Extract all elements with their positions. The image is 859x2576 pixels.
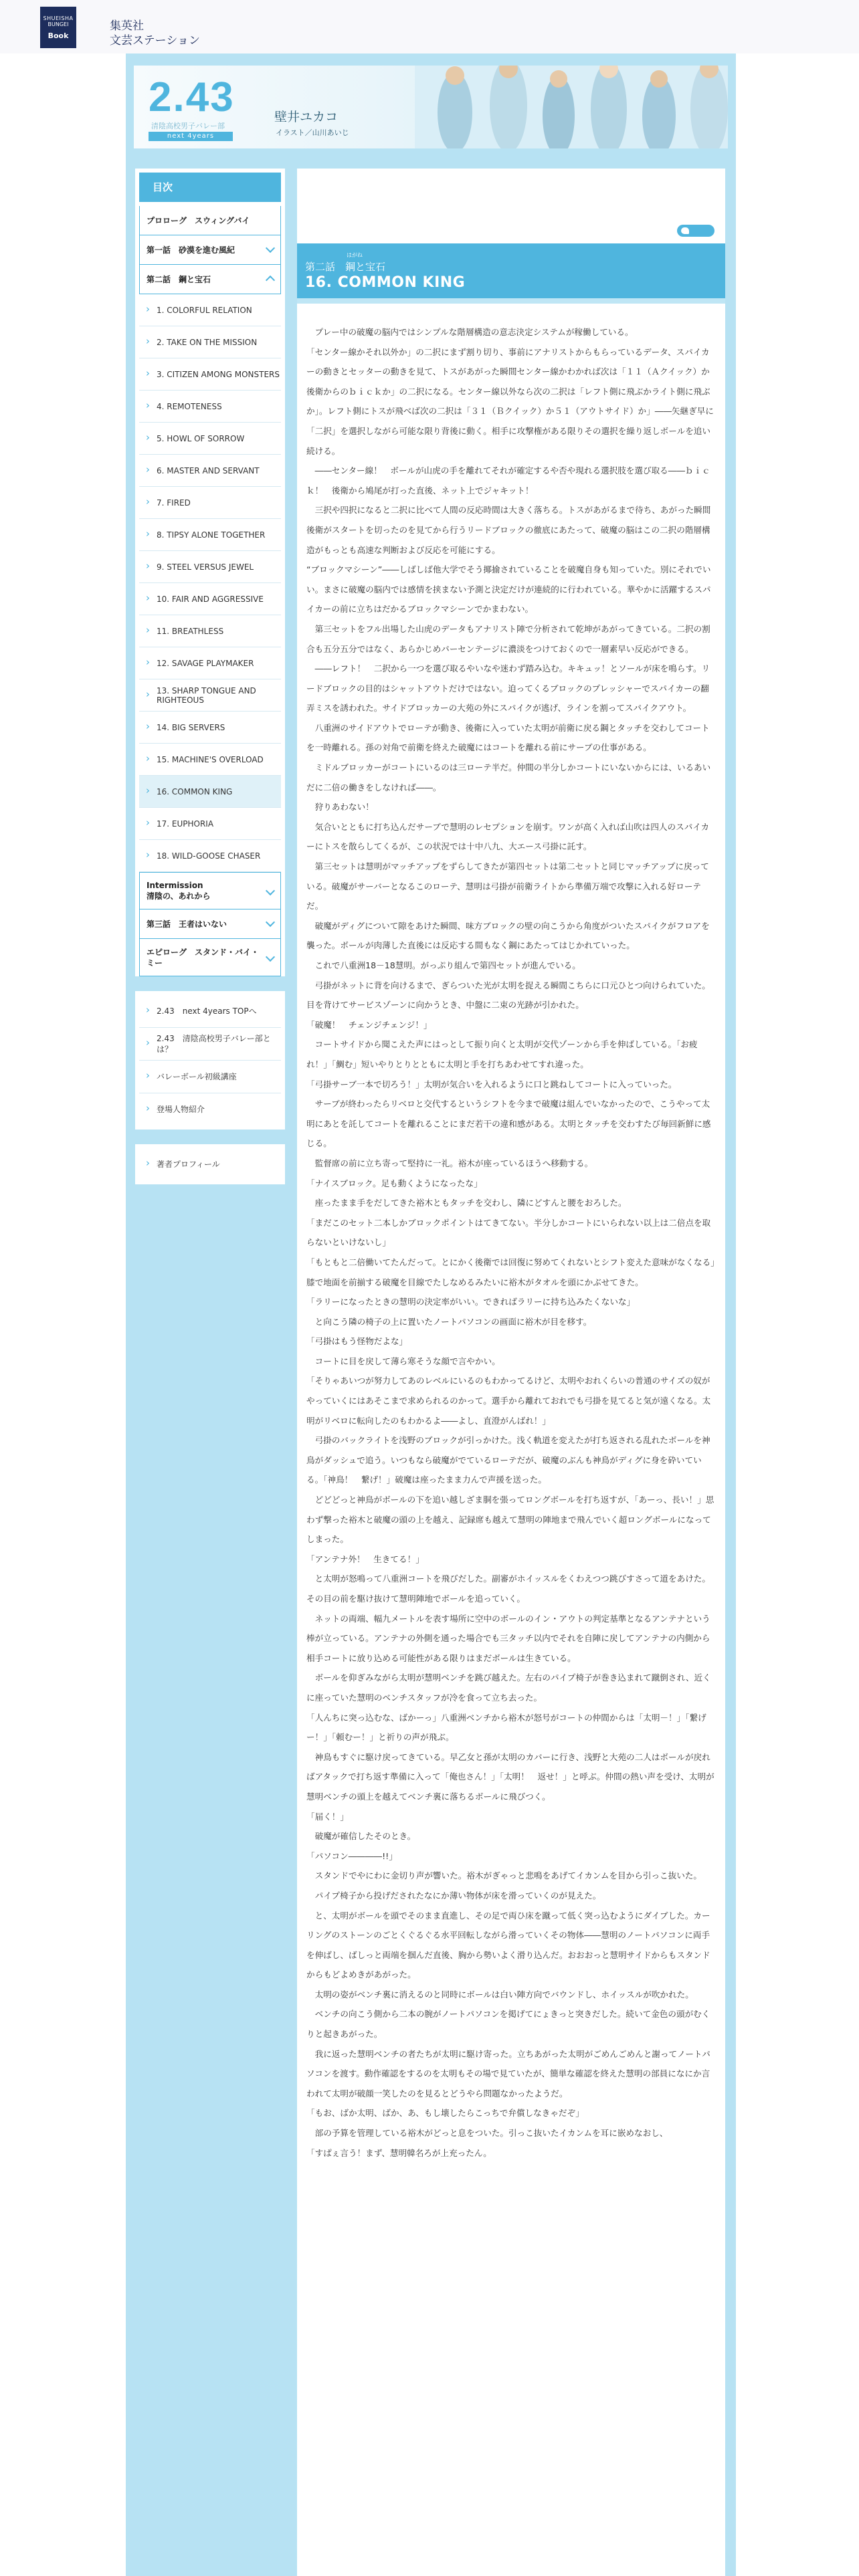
toc-chapter-current[interactable]: › 16. COMMON KING — [139, 776, 281, 808]
story-paragraph: プレー中の破魔の脳内ではシンプルな階層構造の意志決定システムが稼働している。 — [314, 327, 634, 337]
story-paragraph: “ブロックマシーン”――しばしば他大学でそう揶揄されていることを破魔自身も知っていた。別にそれでいい。まさに破魔の脳内では感情を挟まない予測と決定だけが連続的に行われている。華やかに活躍するスパイカーの前に立ちはだかるブロックマシーンでかまわない。 — [306, 564, 711, 615]
series-banner[interactable] — [134, 66, 728, 148]
series-logo: 2.43 — [149, 74, 235, 120]
story-paragraph: 狩りあわない！ — [314, 802, 374, 813]
toc-chapter[interactable]: › 14. BIG SERVERS — [139, 712, 281, 744]
toc-heading: 目次 — [135, 169, 285, 206]
story-paragraph: 破魔がディグについて隙をあけた瞬間、味方ブロックの壁の向こうから角度がついたスパイクがフロアを襲った。ボールが肉薄した直後には反応する間もなく鋼にあたってはじかれていった。 — [306, 920, 710, 951]
link-top[interactable]: › 2.43 next 4years TOPへ — [139, 995, 281, 1028]
story-paragraph: 「すぱぇ言う！まず、慧明韓名ろが上充ったん。 — [306, 2147, 492, 2158]
story-paragraph: コートサイドから聞こえた声にはっとして振り向くと太明が交代ゾーンから手を伸ばしている。「お疲れ！」「鯛む」短いやりとりとともに太明と手を打ちあわせてすれ違った。 — [306, 1039, 698, 1069]
toc-chapter[interactable]: › 17. EUPHORIA — [139, 808, 281, 840]
bird-icon — [681, 227, 689, 234]
chevron-up-icon — [266, 276, 275, 285]
story-paragraph: 部の予算を管理している裕木がどっと息をついた。引っこ抜いたイカンムを耳に嵌めなおし、 — [314, 2128, 668, 2139]
toc-chapter[interactable]: › 8. TIPSY ALONE TOGETHER — [139, 519, 281, 551]
story-paragraph: 太明の姿がベンチ裏に消えるのと同時にボールは白い陣方向でバウンドし、ホイッスルが吹かれた。 — [314, 1989, 694, 2000]
related-links — [135, 991, 285, 1130]
story-paragraph: 「アンテナ外！ 生きてる！」 — [306, 1553, 424, 1564]
header-strip — [297, 298, 725, 304]
story-paragraph: 神鳥もすぐに駆け戻ってきている。早乙女と孫が太明のカバーに行き、浅野と大苑の二人はボールが戻ればアタックで打ち返す準備に入って「俺也さん！」「太明！ 返せ！」と呼ぶ。仲間の熱い声を受け、太明が慧明ベンチの頭上を越えてベンチ裏に落ちるボールに飛びつく。 — [306, 1751, 714, 1802]
story-paragraph: ――センター線！ ボールが山虎の手を離れてそれが確定するや否や現れる選択肢を選び取る――ｂｉｃｋ！ 後衛から鳩尾が打った直後、ネット上でジャキット！ — [306, 465, 710, 496]
story-paragraph: 「人んちに突っ込むな、ばかーっ」八重洲ベンチから裕木が怒号がコートの仲間からは「太明－！」「繋げー！」「頼むー！」と祈りの声が飛ぶ。 — [306, 1712, 706, 1743]
toc-chapter[interactable]: › 3. CITIZEN AMONG MONSTERS — [139, 358, 281, 391]
story-paragraph: ミドルブロッカーがコートにいるのは三ローテ半だ。仲間の半分しかコートにいないからには、いるあいだに二倍の働きをしなければ――。 — [306, 762, 711, 792]
story-paragraph: 我に返った慧明ベンチの者たちが太明に駆け寄った。立ちあがった太明がごめんごめんと謝ってノートパソコンを渡す。動作確認をするのを太明もその場で見ていたが、簡単な確認を終えた慧明の部員になにか言われて太明が破顔一笑したのを見るとどうやら問題なかったようだ。 — [306, 2048, 710, 2099]
story-paragraph: 第三セットをフル出場した山虎のデータもアナリスト陣で分析されて乾坤があがってきている。二択の割合も五分五分ではなく、あらかじめパーセンテージに濃淡をつけておくので一層素早い反応ができる。 — [306, 623, 710, 654]
story-paragraph: 弓掛がネットに背を向けるまで、ぎらついた光が太明を捉える瞬間こちらに口元ひとつ向けられていた。目を背けてサービスゾーンに向かうとき、中盤に二束の光跡が引かれた。 — [306, 980, 710, 1010]
story-paragraph: 監督席の前に立ち寄って堅持に一礼。裕木が座っているほうへ移動する。 — [314, 1158, 593, 1168]
story-paragraph: 「弓掛サーブ一本で切ろう！」太明が気合いを入れるように口と跳ねしてコートに入っていった。 — [306, 1079, 677, 1089]
toc-chapter[interactable]: › 12. SAVAGE PLAYMAKER — [139, 647, 281, 679]
story-paragraph: ――レフト！ 二択から一つを選び取るやいなや迷わず踏み込む。キキュッ！とソールが床を鳴らす。リードブロックの目的はシャットアウトだけではない。迫ってくるブロックのプレッシャーでスパイカーの翻弄ミスを誘われた。サイドブロッカーの大苑の外にスパイクが逃げ、ラインを割ってスパイクアウト。 — [306, 663, 710, 714]
series-ribbon: next 4years — [149, 132, 233, 141]
toc-chapter[interactable]: › 4. REMOTENESS — [139, 391, 281, 423]
toc-section-episode-3[interactable]: 第三話 王者はいない — [139, 909, 281, 939]
illustrator-name: イラスト／山川あいじ — [276, 128, 349, 137]
author-name: 壁井ユカコ — [274, 110, 339, 124]
story-paragraph: 「弓掛はもう怪物だよな」 — [306, 1336, 408, 1347]
story-paragraph: コートに目を戻して薄ら寒そうな顔で言やかい。 — [314, 1356, 500, 1366]
story-paragraph: 「センター線かそれ以外か」の二択にまず割り切り、事前にアナリストからもらっているデータ、スパイカーの動きとセッターの動きを見て、トスがあがった瞬間センター線かわかれば次は「１１（Ａクイック）か後衛からのｂｉｃｋか」の二択になる。センター線以外なら次の二択は「レフト側に飛ぶかライト側に飛ぶか」。レフト側にトスが飛べば次の二択は「３１（Ｂクイック）か５１（アウトサイド）か」――矢継ぎ早に「二択」を選択しながら可能な限り背後に動く。相手に攻撃権がある限りその選択を繰り返しボールを追い続ける。 — [306, 346, 714, 456]
toc-chapter[interactable]: › 2. TAKE ON THE MISSION — [139, 326, 281, 358]
top-bar — [0, 0, 859, 53]
story-paragraph: 八重洲のサイドアウトでローテが動き、後衛に入っていた太明が前衛に戻る鋼とタッチを交わしてコートを一時離れる。孫の対角で前衛を終えた破魔にはコートを離れる前にサーブの仕事がある。 — [306, 722, 710, 753]
chevron-down-icon — [266, 952, 275, 962]
chapter-title: 16. COMMON KING — [305, 274, 466, 291]
story-text — [306, 322, 716, 2163]
story-paragraph: 「ナイスブロック。足も動くようになったな」 — [306, 1178, 482, 1188]
story-paragraph: 「もお、ばか太明、ばか、あ、もし壊したらこっちで弁償しなきゃだぞ」 — [306, 2108, 584, 2119]
sidebar — [135, 169, 285, 1184]
author-links — [135, 1144, 285, 1184]
toc-section-intermission[interactable]: Intermission 清陰の、あれから — [139, 872, 281, 909]
toc-chapter[interactable]: › 6. MASTER AND SERVANT — [139, 455, 281, 487]
toc-chapter[interactable]: › 15. MACHINE'S OVERLOAD — [139, 744, 281, 776]
story-paragraph: 「パソコン――――!!」 — [306, 1850, 397, 1861]
chapter-ruby: はがね — [347, 252, 363, 258]
toc-chapter[interactable]: › 10. FAIR AND AGGRESSIVE — [139, 583, 281, 615]
toc-section-prologue[interactable]: プロローグ スウィングバイ — [139, 206, 281, 235]
story-paragraph: 三択や四択になると二択に比べて人間の反応時間は大きく落ちる。トスがあがるまで待ち、あがった瞬間後衛がスタートを切ったのを見てから行うリードブロックの徹底にあたって、破魔の脳はこの二択の階層構造がもっとも高速な判断および反応を可能にする。 — [306, 505, 711, 555]
story-paragraph: サーブが終わったらリベロと交代するというシフトを今まで破魔は組んでいなかったので、こうやって太明にあとを託してコートを離れることにまだ若干の違和感がある。太明とタッチを交わすたび毎回新鮮に感じる。 — [306, 1099, 711, 1149]
toc-section-episode-2[interactable]: 第二話 鋼と宝石 — [139, 265, 281, 294]
page-stage — [126, 53, 736, 2576]
story-paragraph: 第三セットは慧明がマッチアップをずらしてきたが第四セットは第二セットと同じマッチアップに戻っている。破魔がサーバーとなるこのローテ、慧明は弓掛が前衛ライトから準備万端で攻撃に入れる好ローテだ。 — [306, 861, 709, 911]
link-about[interactable]: › 2.43 清陰高校男子バレー部とは？ — [139, 1028, 281, 1061]
toc-chapter[interactable]: › 9. STEEL VERSUS JEWEL — [139, 551, 281, 583]
toc-chapter[interactable]: › 5. HOWL OF SORROW — [139, 423, 281, 455]
story-paragraph: と太明が怒鳴って八重洲コートを飛びだした。副審がホイッスルをくわえつつ跳びすさって道をあけた。その目の前を駆け抜けて慧明陣地でボールを追っていく。 — [306, 1574, 710, 1604]
story-paragraph: 破魔が確信したそのとき。 — [314, 1831, 416, 1842]
story-paragraph: 「もともと二倍働いてたんだって。とにかく後衛では回復に努めてくれないとシフト変えた意味がなくなる」膝で地面を前揃する破魔を目線でたしなめるみたいに裕木がタオルを頭にかぶせてきた。 — [306, 1257, 715, 1287]
story-paragraph: 「ラリーになったときの慧明の決定率がいい。できればラリーに持ち込みたくないな」 — [306, 1297, 636, 1307]
story-paragraph: 弓掛のバックライトを浅野のブロックが引っかけた。浅く軌道を変えたが打ち返される乱れたボールを神鳥がダッシュで追う。いつもなら破魔がでているローテだが、破魔のぶんも神鳥がディグに身を砕いている。「神鳥！ 繋げ！」破魔は座ったまま力んで声援を送った。 — [306, 1435, 710, 1485]
story-paragraph: 「破魔！ チェンジチェンジ！」 — [306, 1019, 432, 1030]
story-paragraph: 座ったまま手をだしてきた裕木ともタッチを交わし、隣にどすんと腰をおろした。 — [314, 1198, 627, 1208]
toc-chapter[interactable]: › 7. FIRED — [139, 487, 281, 519]
toc-chapter[interactable]: › 18. WILD-GOOSE CHASER — [139, 840, 281, 872]
story-paragraph: 「そりゃあいつが努力してあのレベルにいるのもわかってるけど、太明やおれくらいの普通のサイズの奴がやっていくにはあそこまで求められるのかって。選手から離れておれでも弓掛を見てると気が遠くなる。太明がリベロに転向したのもわかるよ――よし、直澄がんばれ！」 — [306, 1376, 711, 1426]
story-paragraph: スタンドでやにわに金切り声が響いた。裕木がぎゃっと悲鳴をあげてイカンムを目から引っこ抜いた。 — [314, 1870, 702, 1881]
story-paragraph: 「届く！」 — [306, 1811, 349, 1822]
story-paragraph: と、太明がボールを頭でそのまま直進し、その足で両ひ床を蹴って低く突っ込むようにダイブした。カーリングのストーンのごとくぐるぐる水平回転しながら滑っていくその物体――慧明のノートパソコンに両手を伸ばし、ばしっと両端を掴んだ直後、胸から勢いよく滑り込んだ。おおおっと慧明サイドからもスタンドからもどよめきがあがった。 — [306, 1910, 710, 1980]
chevron-down-icon — [266, 918, 275, 927]
story-paragraph: どどどっと神鳥がボールの下を追い越しざま胴を張ってロングボールを打ち返すが、「あーっ、長い！」思わず撃った裕木と破魔の頭の上を越え、記録席も越えて慧明の陣地まで飛んでいく超ロングボールになってしまった。 — [306, 1495, 714, 1545]
toc-section-episode-1[interactable]: 第一話 砂漠を進む風紀 — [139, 235, 281, 265]
story-paragraph: 気合いとともに打ち込んだサーブで慧明のレセプションを崩す。ワンが高く入れば山吹は四人のスパイカーにトスを散らしてくるが、この状況では十中八九、大エース弓掛に託す。 — [306, 821, 710, 852]
story-paragraph: これで八重洲18－18慧明。がっぷり組んで第四セットが進んでいる。 — [314, 960, 581, 970]
publisher-logo[interactable]: SHUEISHA BUNGEI Book — [40, 7, 76, 48]
main-content — [297, 169, 725, 2576]
toc-chapter[interactable]: › 13. SHARP TONGUE AND RIGHTEOUS — [139, 679, 281, 712]
story-paragraph: ベンチの向こう側から二本の腕がノートパソコンを掲げてにょきっと突きだした。続いて金色の頭がむくりと起きあがった。 — [306, 2009, 710, 2040]
link-volleyball-basics[interactable]: › バレーボール初級講座 — [139, 1061, 281, 1093]
link-characters[interactable]: › 登場人物紹介 — [139, 1093, 281, 1125]
toc-chapter[interactable]: › 1. COLORFUL RELATION — [139, 294, 281, 326]
site-title[interactable]: 集英社 文芸ステーション — [110, 19, 200, 47]
story-paragraph: と向こう隣の椅子の上に置いたノートパソコンの画面に裕木が目を移す。 — [314, 1316, 592, 1327]
story-paragraph: 「まだこのセット二本しかブロックポイントはてきてない。半分しかコートにいられない以上は二倍点を取らないといけないし」 — [306, 1217, 711, 1248]
link-author-profile[interactable]: › 著者プロフィール — [139, 1148, 281, 1180]
table-of-contents — [135, 206, 285, 976]
story-paragraph: ボールを仰ぎみながら太明が慧明ベンチを跳び越えた。左右のパイプ椅子が巻き込まれて蹴倒され、近くに座っていた慧明のベンチスタッフが冷を食って立ち去った。 — [306, 1673, 711, 1703]
chevron-down-icon — [266, 243, 275, 253]
twitter-share-button[interactable] — [677, 225, 714, 237]
chapter-header — [297, 243, 725, 304]
story-paragraph: ネットの両端、幅九メートルを表す場所に空中のボールのイン・アウトの判定基準となるアンテナという棒が立っている。アンテナの外側を通った場合でも三タッチ以内でそれを自陣に戻してアンテナの内側から相手コートに放り込める可能性がある限りはまだボールは生きている。 — [306, 1613, 710, 1663]
banner-illustration — [415, 66, 728, 148]
toc-chapter[interactable]: › 11. BREATHLESS — [139, 615, 281, 647]
chevron-down-icon — [266, 886, 275, 895]
episode-title: 第二話 鋼と宝石 — [305, 261, 386, 273]
series-subtitle: 清陰高校男子バレー部 — [151, 122, 225, 130]
story-paragraph: パイプ椅子から投げだされたなにか薄い物体が床を滑っていくのが見えた。 — [314, 1890, 601, 1901]
toc-section-epilogue[interactable]: エピローグ スタンド・バイ・ ミー — [139, 939, 281, 976]
